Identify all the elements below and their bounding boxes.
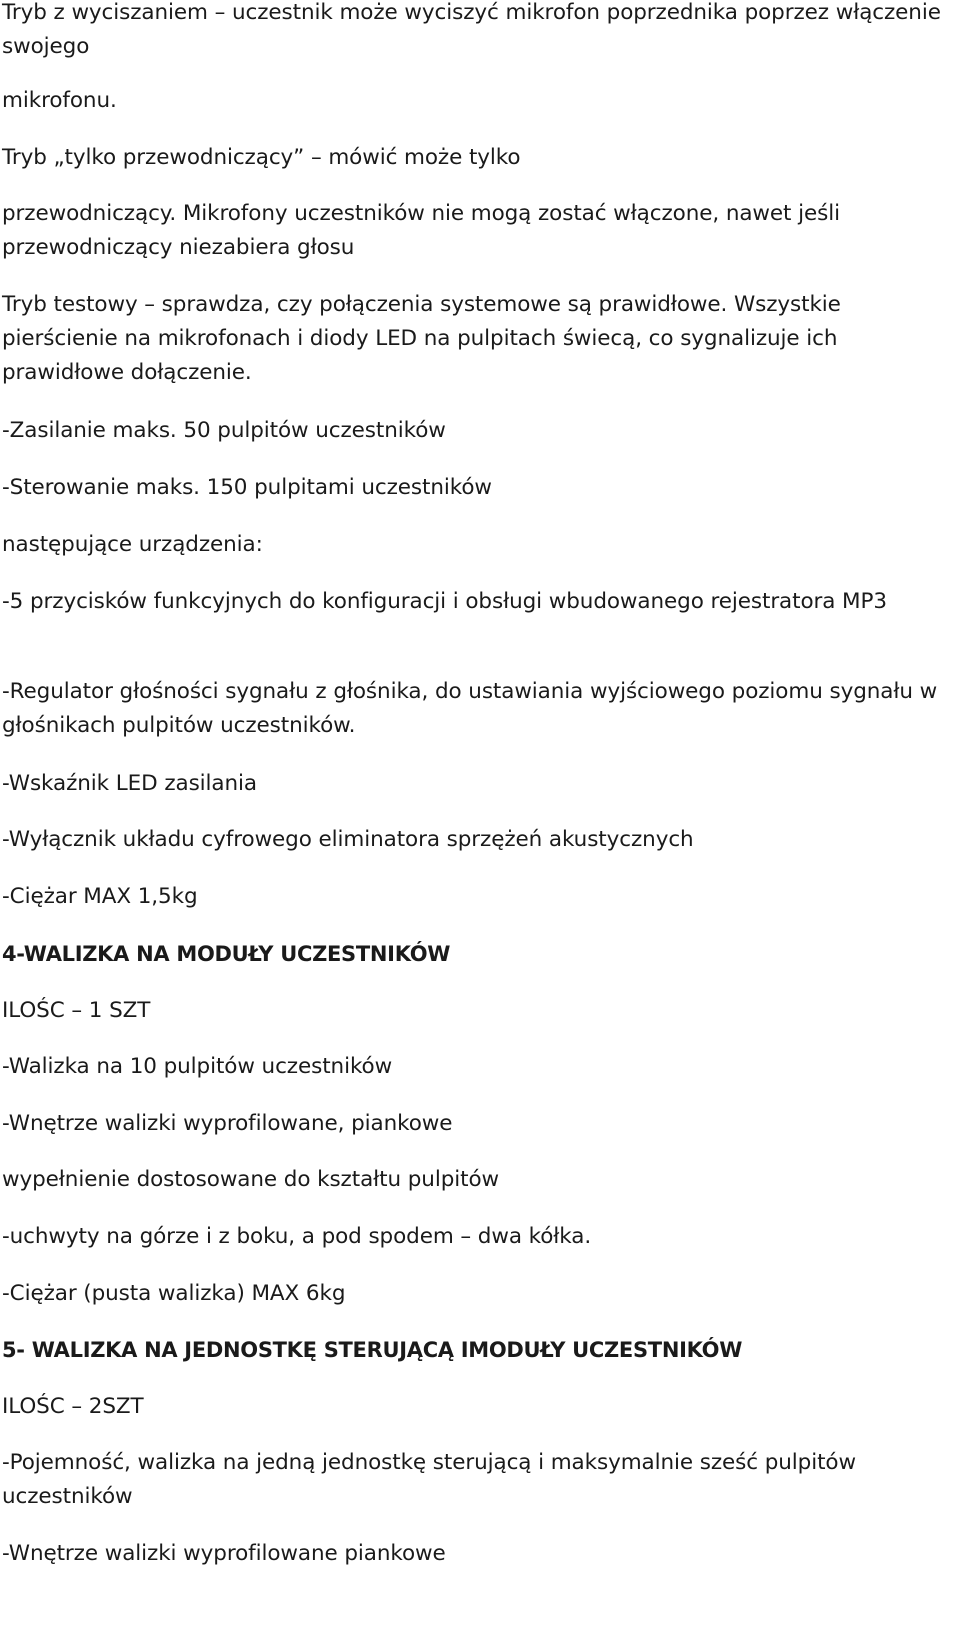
section5-heading: 5- WALIZKA NA JEDNOSTKĘ STERUJĄCĄ IMODUŁY UCZESTNIKÓW bbox=[2, 1338, 743, 1362]
paragraph-function-buttons: -5 przycisków funkcyjnych do konfiguracji i obsługi wbudowanego rejestratora MP3 bbox=[2, 589, 887, 614]
paragraph-volume-regulator: -Regulator głośności sygnału z głośnika, do ustawiania wyjściowego poziomu sygnału w głośnikach pulpitów uczestników. bbox=[2, 679, 938, 738]
section4-item: -Wnętrze walizki wyprofilowane, piankowe bbox=[2, 1111, 453, 1136]
paragraph-weight: -Ciężar MAX 1,5kg bbox=[2, 884, 198, 909]
paragraph-control-max: -Sterowanie maks. 150 pulpitami uczestników bbox=[2, 475, 492, 500]
paragraph-feedback-switch: -Wyłącznik układu cyfrowego eliminatora sprzężeń akustycznych bbox=[2, 827, 694, 852]
paragraph-chairman-only: przewodniczący. Mikrofony uczestników nie mogą zostać włączone, nawet jeśli przewodniczący niezabiera głosu bbox=[2, 201, 840, 260]
section5-item: -Pojemność, walizka na jedną jednostkę sterującą i maksymalnie sześć pulpitów uczestników bbox=[2, 1450, 856, 1509]
section4-item: -uchwyty na górze i z boku, a pod spodem – dwa kółka. bbox=[2, 1224, 592, 1249]
section4-item: wypełnienie dostosowane do kształtu pulpitów bbox=[2, 1167, 499, 1192]
section4-item: -Ciężar (pusta walizka) MAX 6kg bbox=[2, 1281, 346, 1306]
paragraph-led-indicator: -Wskaźnik LED zasilania bbox=[2, 771, 257, 796]
paragraph-devices-intro: następujące urządzenia: bbox=[2, 532, 263, 557]
section5-item: -Wnętrze walizki wyprofilowane piankowe bbox=[2, 1541, 446, 1566]
paragraph-mute-mode: Tryb z wyciszaniem – uczestnik może wyciszyć mikrofon poprzednika poprzez włączenie swojego bbox=[2, 0, 941, 59]
paragraph-power-max: -Zasilanie maks. 50 pulpitów uczestników bbox=[2, 418, 446, 443]
section4-item: -Walizka na 10 pulpitów uczestników bbox=[2, 1054, 393, 1079]
section4-heading: 4-WALIZKA NA MODUŁY UCZESTNIKÓW bbox=[2, 942, 451, 966]
paragraph-chairman-mode: Tryb „tylko przewodniczący” – mówić może tylko bbox=[2, 145, 521, 170]
paragraph-microphone: mikrofonu. bbox=[2, 88, 117, 113]
paragraph-test-mode: Tryb testowy – sprawdza, czy połączenia systemowe są prawidłowe. Wszystkie pierścienie na mikrofonach i diody LED na pulpitach świecą, co sygnalizuje ich prawidłowe dołączenie. bbox=[2, 292, 841, 385]
section5-quantity: ILOŚC – 2SZT bbox=[2, 1394, 144, 1419]
section4-quantity: ILOŚC – 1 SZT bbox=[2, 998, 151, 1023]
